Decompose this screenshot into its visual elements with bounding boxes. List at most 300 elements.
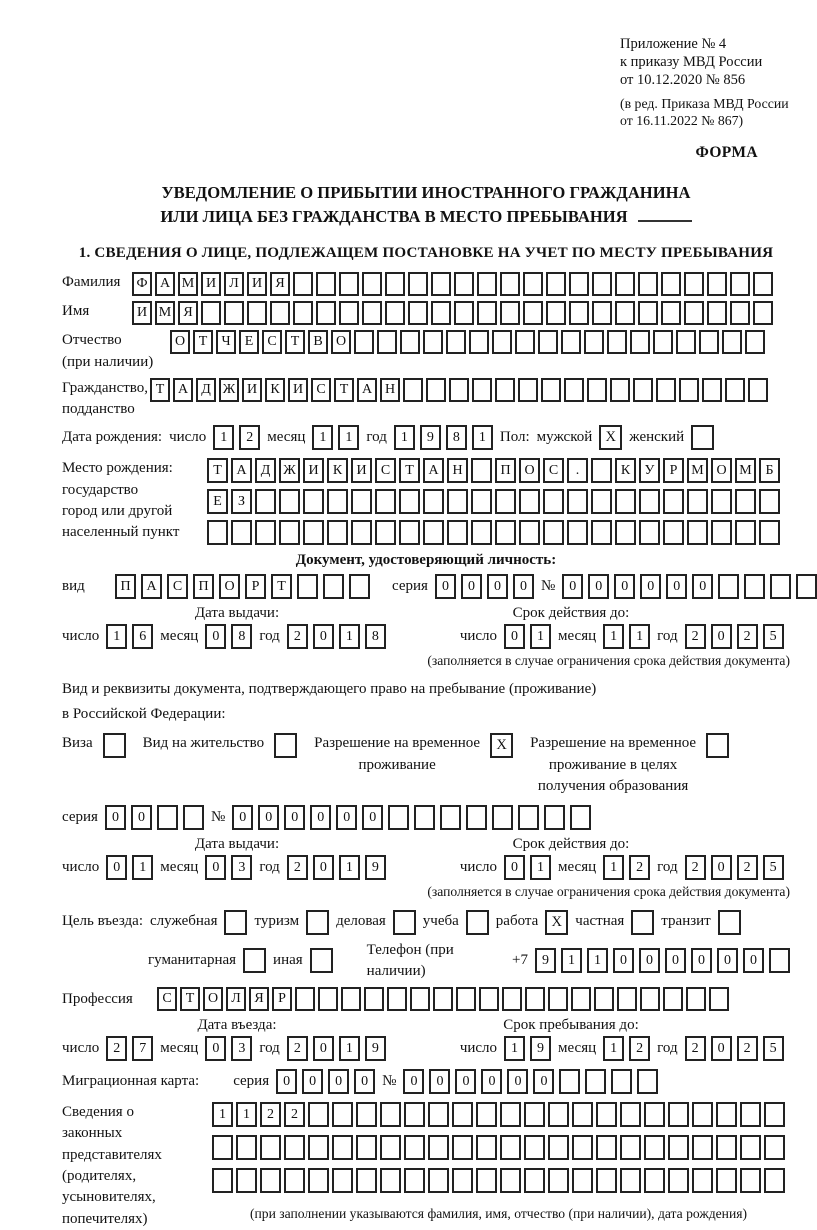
char-box[interactable]: Я [270, 272, 290, 296]
char-box[interactable] [523, 301, 543, 325]
char-box[interactable] [339, 272, 359, 296]
char-box[interactable]: Ж [279, 458, 300, 483]
char-box[interactable]: 2 [737, 1036, 758, 1061]
char-box[interactable]: И [242, 378, 262, 402]
char-box[interactable]: Р [663, 458, 684, 483]
char-box[interactable] [404, 1168, 425, 1193]
char-box[interactable] [692, 1135, 713, 1160]
char-box[interactable] [611, 1069, 632, 1094]
char-box[interactable] [546, 301, 566, 325]
char-box[interactable] [477, 301, 497, 325]
visa-checkbox[interactable] [103, 733, 126, 758]
char-box[interactable] [569, 301, 589, 325]
char-box[interactable] [495, 520, 516, 545]
char-box[interactable] [692, 1102, 713, 1127]
char-box[interactable]: 0 [533, 1069, 554, 1094]
char-box[interactable] [284, 1168, 305, 1193]
char-box[interactable] [716, 1102, 737, 1127]
char-box[interactable] [707, 301, 727, 325]
char-box[interactable] [541, 378, 561, 402]
char-box[interactable]: 1 [587, 948, 608, 973]
char-box[interactable]: 0 [310, 805, 331, 830]
char-box[interactable] [615, 489, 636, 514]
char-box[interactable]: С [543, 458, 564, 483]
char-box[interactable]: К [265, 378, 285, 402]
char-box[interactable] [492, 805, 513, 830]
char-box[interactable]: 8 [446, 425, 467, 450]
char-box[interactable] [572, 1168, 593, 1193]
char-box[interactable] [567, 489, 588, 514]
char-box[interactable] [725, 378, 745, 402]
char-box[interactable]: 0 [284, 805, 305, 830]
char-box[interactable] [519, 520, 540, 545]
char-box[interactable] [668, 1102, 689, 1127]
char-box[interactable]: 2 [629, 855, 650, 880]
char-box[interactable]: 0 [105, 805, 126, 830]
temp-residence-education-checkbox[interactable] [706, 733, 729, 758]
char-box[interactable] [564, 378, 584, 402]
char-box[interactable] [316, 301, 336, 325]
char-box[interactable] [661, 272, 681, 296]
char-box[interactable]: 0 [205, 624, 226, 649]
char-box[interactable]: 0 [691, 948, 712, 973]
char-box[interactable] [759, 520, 780, 545]
char-box[interactable]: Р [272, 987, 292, 1011]
char-box[interactable] [764, 1135, 785, 1160]
char-box[interactable]: 1 [394, 425, 415, 450]
char-box[interactable]: С [167, 574, 188, 599]
char-box[interactable]: 0 [435, 574, 456, 599]
char-box[interactable] [356, 1135, 377, 1160]
char-box[interactable]: 1 [106, 624, 127, 649]
char-box[interactable] [707, 272, 727, 296]
char-box[interactable] [571, 987, 591, 1011]
char-box[interactable] [699, 330, 719, 354]
char-box[interactable] [518, 805, 539, 830]
char-box[interactable]: 2 [685, 624, 706, 649]
char-box[interactable]: У [639, 458, 660, 483]
char-box[interactable] [327, 520, 348, 545]
char-box[interactable] [332, 1102, 353, 1127]
char-box[interactable]: 2 [239, 425, 260, 450]
char-box[interactable] [592, 301, 612, 325]
char-box[interactable]: 1 [530, 855, 551, 880]
char-box[interactable] [428, 1168, 449, 1193]
char-box[interactable]: Я [178, 301, 198, 325]
char-box[interactable] [745, 330, 765, 354]
char-box[interactable] [523, 272, 543, 296]
char-box[interactable]: 0 [665, 948, 686, 973]
char-box[interactable] [477, 272, 497, 296]
temp-residence-checkbox[interactable]: X [490, 733, 513, 758]
char-box[interactable] [638, 272, 658, 296]
char-box[interactable] [548, 987, 568, 1011]
char-box[interactable]: А [423, 458, 444, 483]
char-box[interactable]: М [735, 458, 756, 483]
char-box[interactable] [255, 489, 276, 514]
char-box[interactable]: 1 [132, 855, 153, 880]
char-box[interactable]: К [615, 458, 636, 483]
char-box[interactable] [640, 987, 660, 1011]
char-box[interactable] [380, 1168, 401, 1193]
char-box[interactable]: 2 [287, 624, 308, 649]
char-box[interactable]: Т [207, 458, 228, 483]
sex-female-checkbox[interactable] [691, 425, 714, 450]
char-box[interactable]: А [231, 458, 252, 483]
char-box[interactable] [385, 301, 405, 325]
char-box[interactable] [380, 1102, 401, 1127]
char-box[interactable] [716, 1135, 737, 1160]
char-box[interactable] [668, 1168, 689, 1193]
char-box[interactable]: 1 [629, 624, 650, 649]
char-box[interactable] [399, 489, 420, 514]
char-box[interactable] [452, 1168, 473, 1193]
char-box[interactable] [770, 574, 791, 599]
char-box[interactable] [591, 458, 612, 483]
char-box[interactable] [543, 520, 564, 545]
char-box[interactable] [408, 272, 428, 296]
char-box[interactable] [610, 378, 630, 402]
char-box[interactable] [157, 805, 178, 830]
char-box[interactable] [447, 489, 468, 514]
char-box[interactable] [476, 1135, 497, 1160]
char-box[interactable] [615, 301, 635, 325]
char-box[interactable]: 3 [231, 1036, 252, 1061]
char-box[interactable] [423, 330, 443, 354]
char-box[interactable]: З [231, 489, 252, 514]
char-box[interactable] [735, 489, 756, 514]
char-box[interactable]: Д [255, 458, 276, 483]
char-box[interactable] [492, 330, 512, 354]
char-box[interactable] [495, 489, 516, 514]
char-box[interactable] [400, 330, 420, 354]
char-box[interactable]: 2 [287, 855, 308, 880]
char-box[interactable]: 1 [213, 425, 234, 450]
char-box[interactable] [377, 330, 397, 354]
char-box[interactable] [260, 1168, 281, 1193]
char-box[interactable]: Ч [216, 330, 236, 354]
char-box[interactable] [637, 1069, 658, 1094]
purpose-other-checkbox[interactable] [310, 948, 333, 973]
char-box[interactable] [212, 1168, 233, 1193]
char-box[interactable] [212, 1135, 233, 1160]
char-box[interactable] [364, 987, 384, 1011]
char-box[interactable] [362, 301, 382, 325]
char-box[interactable]: 0 [362, 805, 383, 830]
purpose-private-checkbox[interactable] [631, 910, 654, 935]
char-box[interactable] [548, 1102, 569, 1127]
char-box[interactable]: 0 [507, 1069, 528, 1094]
char-box[interactable]: 0 [258, 805, 279, 830]
char-box[interactable]: Б [759, 458, 780, 483]
char-box[interactable] [596, 1135, 617, 1160]
char-box[interactable] [620, 1135, 641, 1160]
char-box[interactable] [201, 301, 221, 325]
char-box[interactable]: 9 [535, 948, 556, 973]
char-box[interactable] [303, 520, 324, 545]
purpose-official-checkbox[interactable] [224, 910, 247, 935]
char-box[interactable] [615, 272, 635, 296]
char-box[interactable] [414, 805, 435, 830]
char-box[interactable] [500, 1168, 521, 1193]
char-box[interactable]: 0 [692, 574, 713, 599]
char-box[interactable] [585, 1069, 606, 1094]
char-box[interactable] [711, 520, 732, 545]
char-box[interactable]: Ж [219, 378, 239, 402]
char-box[interactable] [615, 520, 636, 545]
char-box[interactable] [686, 987, 706, 1011]
char-box[interactable]: С [262, 330, 282, 354]
char-box[interactable] [431, 272, 451, 296]
char-box[interactable]: 0 [205, 1036, 226, 1061]
char-box[interactable] [341, 987, 361, 1011]
char-box[interactable]: 1 [603, 1036, 624, 1061]
char-box[interactable] [224, 301, 244, 325]
char-box[interactable]: 2 [737, 624, 758, 649]
char-box[interactable]: 0 [336, 805, 357, 830]
char-box[interactable]: 1 [338, 425, 359, 450]
char-box[interactable] [454, 301, 474, 325]
char-box[interactable]: 5 [763, 1036, 784, 1061]
char-box[interactable] [247, 301, 267, 325]
char-box[interactable]: 2 [629, 1036, 650, 1061]
char-box[interactable] [316, 272, 336, 296]
char-box[interactable]: И [303, 458, 324, 483]
char-box[interactable]: 0 [639, 948, 660, 973]
char-box[interactable] [452, 1135, 473, 1160]
char-box[interactable] [428, 1102, 449, 1127]
char-box[interactable] [753, 272, 773, 296]
char-box[interactable] [753, 301, 773, 325]
char-box[interactable]: 2 [685, 1036, 706, 1061]
char-box[interactable] [308, 1102, 329, 1127]
char-box[interactable] [663, 987, 683, 1011]
char-box[interactable] [702, 378, 722, 402]
purpose-study-checkbox[interactable] [466, 910, 489, 935]
char-box[interactable]: И [201, 272, 221, 296]
char-box[interactable]: О [203, 987, 223, 1011]
char-box[interactable] [639, 520, 660, 545]
char-box[interactable]: А [141, 574, 162, 599]
char-box[interactable] [362, 272, 382, 296]
char-box[interactable] [500, 1135, 521, 1160]
char-box[interactable]: 0 [313, 855, 334, 880]
residence-permit-checkbox[interactable] [274, 733, 297, 758]
char-box[interactable] [452, 1102, 473, 1127]
char-box[interactable] [684, 301, 704, 325]
char-box[interactable]: 0 [232, 805, 253, 830]
char-box[interactable] [351, 489, 372, 514]
char-box[interactable] [408, 301, 428, 325]
char-box[interactable]: Е [239, 330, 259, 354]
char-box[interactable] [260, 1135, 281, 1160]
char-box[interactable]: 8 [231, 624, 252, 649]
char-box[interactable]: 0 [313, 1036, 334, 1061]
char-box[interactable]: 0 [711, 1036, 732, 1061]
char-box[interactable]: 9 [530, 1036, 551, 1061]
char-box[interactable] [293, 301, 313, 325]
char-box[interactable] [231, 520, 252, 545]
char-box[interactable] [596, 1102, 617, 1127]
char-box[interactable]: 0 [302, 1069, 323, 1094]
char-box[interactable] [297, 574, 318, 599]
char-box[interactable]: 0 [276, 1069, 297, 1094]
char-box[interactable] [591, 489, 612, 514]
char-box[interactable]: Т [334, 378, 354, 402]
char-box[interactable]: Л [226, 987, 246, 1011]
char-box[interactable] [502, 987, 522, 1011]
char-box[interactable]: 0 [562, 574, 583, 599]
char-box[interactable]: 1 [212, 1102, 233, 1127]
char-box[interactable] [428, 1135, 449, 1160]
char-box[interactable]: И [351, 458, 372, 483]
char-box[interactable] [644, 1135, 665, 1160]
char-box[interactable] [709, 987, 729, 1011]
char-box[interactable] [744, 574, 765, 599]
char-box[interactable] [524, 1102, 545, 1127]
char-box[interactable]: 2 [287, 1036, 308, 1061]
char-box[interactable]: 1 [504, 1036, 525, 1061]
char-box[interactable]: 0 [481, 1069, 502, 1094]
char-box[interactable] [692, 1168, 713, 1193]
char-box[interactable]: 6 [132, 624, 153, 649]
char-box[interactable] [548, 1168, 569, 1193]
char-box[interactable]: 0 [666, 574, 687, 599]
char-box[interactable] [620, 1102, 641, 1127]
char-box[interactable] [663, 520, 684, 545]
char-box[interactable] [454, 272, 474, 296]
char-box[interactable]: П [193, 574, 214, 599]
char-box[interactable] [476, 1102, 497, 1127]
char-box[interactable] [456, 987, 476, 1011]
char-box[interactable] [385, 272, 405, 296]
char-box[interactable] [759, 489, 780, 514]
char-box[interactable]: 2 [737, 855, 758, 880]
purpose-work-checkbox[interactable]: X [545, 910, 568, 935]
char-box[interactable]: О [219, 574, 240, 599]
char-box[interactable]: О [711, 458, 732, 483]
char-box[interactable] [518, 378, 538, 402]
char-box[interactable] [303, 489, 324, 514]
char-box[interactable] [431, 301, 451, 325]
char-box[interactable] [735, 520, 756, 545]
char-box[interactable] [730, 272, 750, 296]
char-box[interactable] [410, 987, 430, 1011]
char-box[interactable] [570, 805, 591, 830]
char-box[interactable]: 1 [339, 624, 360, 649]
char-box[interactable]: 1 [603, 624, 624, 649]
char-box[interactable] [594, 987, 614, 1011]
char-box[interactable] [375, 520, 396, 545]
char-box[interactable] [519, 489, 540, 514]
char-box[interactable]: 3 [231, 855, 252, 880]
char-box[interactable]: 1 [530, 624, 551, 649]
char-box[interactable]: Т [271, 574, 292, 599]
char-box[interactable]: 1 [236, 1102, 257, 1127]
char-box[interactable] [472, 378, 492, 402]
char-box[interactable] [684, 272, 704, 296]
char-box[interactable] [584, 330, 604, 354]
char-box[interactable] [639, 489, 660, 514]
char-box[interactable] [440, 805, 461, 830]
char-box[interactable] [236, 1135, 257, 1160]
char-box[interactable] [388, 805, 409, 830]
char-box[interactable]: Н [380, 378, 400, 402]
char-box[interactable] [426, 378, 446, 402]
char-box[interactable] [479, 987, 499, 1011]
char-box[interactable] [592, 272, 612, 296]
char-box[interactable] [183, 805, 204, 830]
char-box[interactable]: 9 [365, 1036, 386, 1061]
char-box[interactable]: 0 [711, 855, 732, 880]
char-box[interactable]: 0 [131, 805, 152, 830]
char-box[interactable]: 1 [312, 425, 333, 450]
char-box[interactable] [295, 987, 315, 1011]
char-box[interactable] [740, 1135, 761, 1160]
char-box[interactable] [525, 987, 545, 1011]
char-box[interactable] [668, 1135, 689, 1160]
char-box[interactable]: 0 [717, 948, 738, 973]
char-box[interactable] [339, 301, 359, 325]
char-box[interactable]: 0 [588, 574, 609, 599]
char-box[interactable]: 2 [685, 855, 706, 880]
char-box[interactable]: С [375, 458, 396, 483]
char-box[interactable] [548, 1135, 569, 1160]
char-box[interactable] [607, 330, 627, 354]
char-box[interactable] [524, 1168, 545, 1193]
purpose-transit-checkbox[interactable] [718, 910, 741, 935]
char-box[interactable] [471, 458, 492, 483]
char-box[interactable] [318, 987, 338, 1011]
char-box[interactable]: . [567, 458, 588, 483]
purpose-humanitarian-checkbox[interactable] [243, 948, 266, 973]
char-box[interactable]: 0 [313, 624, 334, 649]
char-box[interactable] [711, 489, 732, 514]
char-box[interactable]: 0 [328, 1069, 349, 1094]
char-box[interactable] [515, 330, 535, 354]
char-box[interactable] [740, 1102, 761, 1127]
char-box[interactable] [679, 378, 699, 402]
char-box[interactable]: К [327, 458, 348, 483]
char-box[interactable]: Я [249, 987, 269, 1011]
char-box[interactable] [495, 378, 515, 402]
char-box[interactable] [718, 574, 739, 599]
char-box[interactable]: 0 [455, 1069, 476, 1094]
char-box[interactable]: 0 [487, 574, 508, 599]
char-box[interactable]: 9 [420, 425, 441, 450]
char-box[interactable]: 1 [339, 855, 360, 880]
char-box[interactable]: В [308, 330, 328, 354]
char-box[interactable] [399, 520, 420, 545]
char-box[interactable]: 0 [613, 948, 634, 973]
char-box[interactable] [617, 987, 637, 1011]
char-box[interactable] [279, 489, 300, 514]
char-box[interactable]: 1 [339, 1036, 360, 1061]
char-box[interactable] [351, 520, 372, 545]
char-box[interactable] [500, 301, 520, 325]
char-box[interactable] [354, 330, 374, 354]
char-box[interactable] [387, 987, 407, 1011]
char-box[interactable] [207, 520, 228, 545]
char-box[interactable]: И [288, 378, 308, 402]
char-box[interactable] [644, 1102, 665, 1127]
char-box[interactable] [404, 1135, 425, 1160]
char-box[interactable] [284, 1135, 305, 1160]
char-box[interactable] [446, 330, 466, 354]
char-box[interactable] [423, 520, 444, 545]
char-box[interactable] [447, 520, 468, 545]
char-box[interactable]: Т [150, 378, 170, 402]
